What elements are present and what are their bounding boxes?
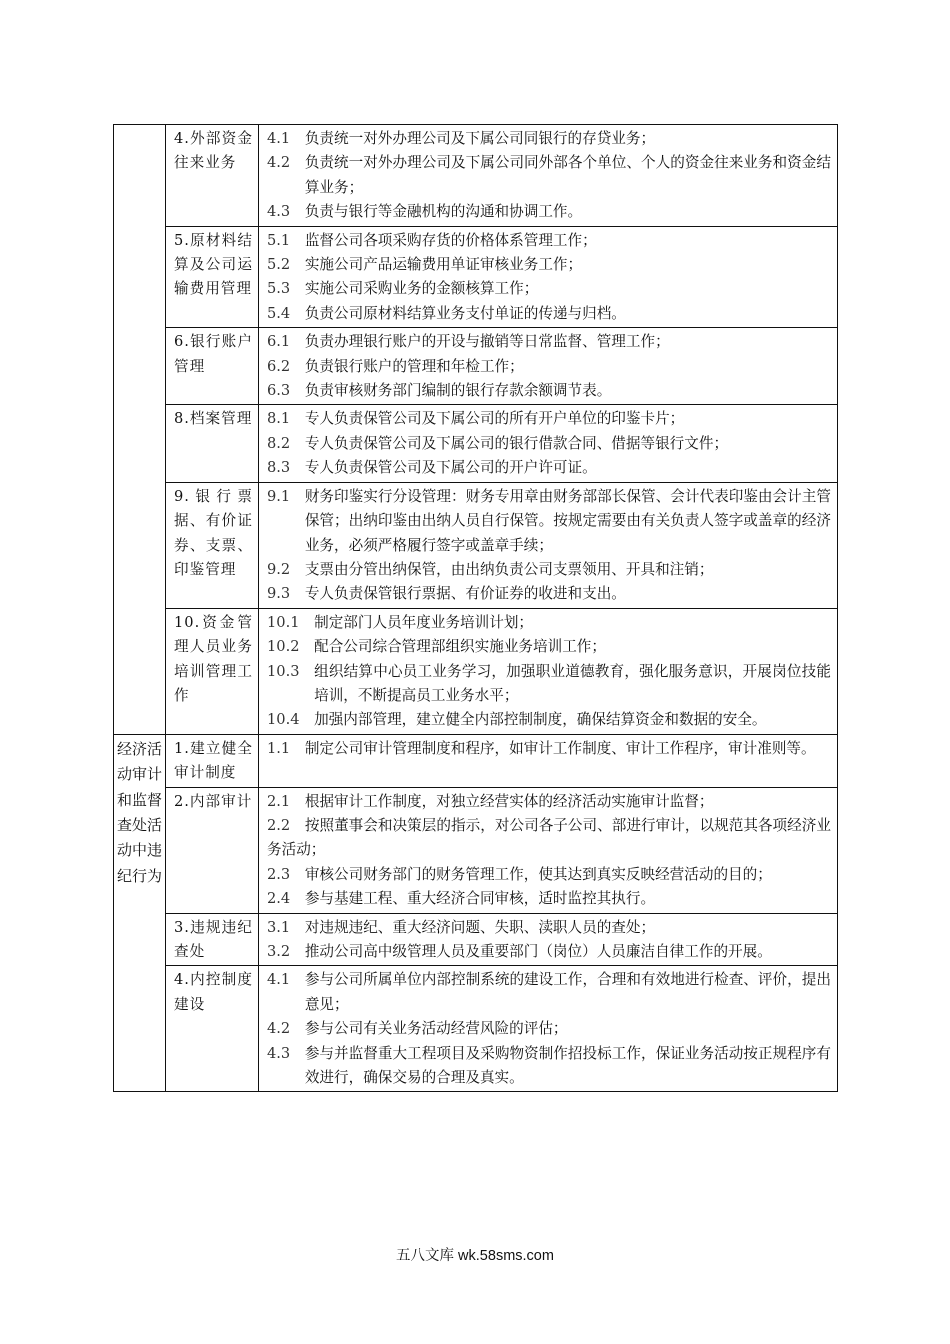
item-text: 负责与银行等金融机构的沟通和协调工作。 [304,203,583,221]
subcategory-cell: 5.原材料结算及公司运输费用管理 [166,226,259,328]
duty-item [267,737,831,761]
duty-item [267,200,831,224]
item-number: 4.1 [267,130,291,147]
item-text: 对违规违纪、重大经济问题、失职、渎职人员的查处； [304,918,656,936]
duty-item [267,887,831,911]
duty-item [267,863,831,887]
duty-item [267,708,831,732]
item-number: 10.4 [267,711,300,729]
item-text: 推动公司高中级管理人员及重要部门（岗位）人员廉洁自律工作的开展。 [304,943,772,960]
duty-item [267,229,831,253]
duty-items-cell [259,405,838,482]
duty-item [267,330,831,354]
duty-item [267,253,831,277]
item-number: 3.1 [267,918,291,936]
subcategory-cell: 10.资金管理人员业务培训管理工作 [166,608,259,734]
subcategory-cell: 2.内部审计 [166,787,259,913]
item-number: 2.4 [267,890,291,908]
duty-items-cell [259,125,838,227]
duty-item [267,790,831,814]
duty-items-cell [259,913,838,966]
item-number: 10.2 [267,638,300,656]
item-text: 支票由分管出纳保管，由出纳负责公司支票领用、开具和注销； [304,560,714,578]
duty-item [267,485,831,558]
subcategory-cell: 9.银行票据、有价证券、支票、印鉴管理 [166,482,259,608]
item-text: 负责统一对外办理公司及下属公司同外部各个单位、个人的资金往来业务和资金结算业务； [304,154,831,196]
item-number: 8.1 [267,410,291,428]
item-number: 6.3 [267,382,291,400]
table-row [114,787,838,913]
table-row [114,734,838,787]
duty-item [267,635,831,659]
duty-item [267,611,831,635]
item-number: 10.3 [267,662,300,680]
duty-table [113,124,838,1092]
item-number: 9.1 [267,487,291,505]
duty-item [267,558,831,582]
duty-item [267,432,831,456]
item-text: 加强内部管理，建立健全内部控制制度，确保结算资金和数据的安全。 [314,711,767,729]
item-text: 负责统一对外办理公司及下属公司同银行的存贷业务； [304,130,656,147]
item-number: 4.3 [267,1044,291,1062]
duty-items-cell [259,734,838,787]
item-number: 5.1 [267,231,291,249]
item-text: 负责办理银行账户的开设与撤销等日常监督、管理工作； [304,333,670,351]
item-text: 参与并监督重大工程项目及采购物资制作招投标工作，保证业务活动按正规程序有效进行，确保交易的合理及真实。 [304,1044,831,1087]
item-number: 1.1 [267,739,291,757]
item-text: 制定公司审计管理制度和程序，如审计工作制度、审计工作程序，审计准则等。 [304,739,816,757]
item-number: 5.4 [267,304,291,322]
item-text: 专人负责保管公司及下属公司的所有开户单位的印鉴卡片； [304,410,685,428]
item-number: 4.2 [267,154,291,172]
duty-item [267,407,831,431]
item-text: 实施公司产品运输费用单证审核业务工作； [304,256,583,274]
table-row [114,328,838,405]
item-text: 财务印鉴实行分设管理：财务专用章由财务部部长保管、会计代表印鉴由会计主管保管；出纳印鉴由出纳人员自行保管。按规定需要由有关负责人签字或盖章的经济业务，必须严格履行签字或盖章手续； [304,487,831,554]
item-text: 专人负责保管银行票据、有价证券的收进和支出。 [304,585,626,603]
item-text: 专人负责保管公司及下属公司的银行借款合同、借据等银行文件； [304,434,729,452]
item-text: 负责公司原材料结算业务支付单证的传递与归档。 [304,304,626,322]
item-number: 6.1 [267,333,291,351]
category-cell: 经济活动审计和监督查处活动中违纪行为 [114,734,166,1092]
item-text: 根据审计工作制度，对独立经营实体的经济活动实施审计监督； [304,792,714,810]
item-number: 9.2 [267,560,291,578]
duty-item [267,968,831,1017]
table-row [114,966,838,1092]
duty-item [267,1042,831,1091]
duty-item [267,302,831,326]
item-number: 8.3 [267,459,291,477]
item-number: 4.1 [267,971,291,989]
item-number: 2.2 [267,816,291,834]
duty-items-cell [259,966,838,1092]
duty-item [267,582,831,606]
duty-item [267,127,831,151]
item-number: 6.2 [267,357,291,375]
subcategory-cell: 1.建立健全审计制度 [166,734,259,787]
duty-item [267,660,831,709]
item-text: 制定部门人员年度业务培训计划； [314,613,534,631]
duty-item [267,1017,831,1041]
duty-item [267,277,831,301]
duty-items-cell [259,328,838,405]
item-text: 监督公司各项采购存货的价格体系管理工作； [304,231,597,249]
table-row [114,608,838,734]
table-row [114,405,838,482]
item-text: 参与基建工程、重大经济合同审核，适时监控其执行。 [304,890,656,908]
item-number: 3.2 [267,943,291,960]
duty-item [267,355,831,379]
subcategory-cell: 4.外部资金往来业务 [166,125,259,227]
table-row [114,226,838,328]
item-number: 10.1 [267,613,300,631]
duty-item [267,814,831,863]
subcategory-cell: 8.档案管理 [166,405,259,482]
item-text: 审核公司财务部门的财务管理工作，使其达到真实反映经营活动的目的； [304,865,772,883]
item-number: 2.3 [267,865,291,883]
subcategory-cell: 6.银行账户管理 [166,328,259,405]
item-text: 负责银行账户的管理和年检工作； [304,357,524,375]
duty-items-cell [259,787,838,913]
duty-item [267,940,831,964]
item-text: 配合公司综合管理部组织实施业务培训工作； [314,638,606,656]
duty-items-cell [259,482,838,608]
item-number: 5.3 [267,280,291,298]
duty-item [267,151,831,200]
item-number: 5.2 [267,256,291,274]
item-text: 负责审核财务部门编制的银行存款余额调节表。 [304,382,612,400]
item-number: 9.3 [267,585,291,603]
duty-item [267,916,831,940]
item-text: 按照董事会和决策层的指示，对公司各子公司、部进行审计，以规范其各项经济业务活动； [267,816,831,859]
duty-items-cell [259,226,838,328]
table-row [114,482,838,608]
item-text: 参与公司所属单位内部控制系统的建设工作，合理和有效地进行检查、评价，提出意见； [304,971,831,1013]
item-text: 实施公司采购业务的金额核算工作； [304,280,539,298]
table-row [114,125,838,227]
table-row [114,913,838,966]
item-text: 组织结算中心员工业务学习，加强职业道德教育，强化服务意识，开展岗位技能培训，不断提高员工业务水平； [314,662,831,704]
subcategory-cell: 3.违规违纪查处 [166,913,259,966]
item-text: 参与公司有关业务活动经营风险的评估； [304,1020,568,1038]
item-text: 专人负责保管公司及下属公司的开户许可证。 [304,459,597,477]
item-number: 4.3 [267,203,291,221]
subcategory-cell: 4.内控制度建设 [166,966,259,1092]
item-number: 8.2 [267,434,291,452]
footer-watermark: 五八文库 wk.58sms.com [396,1248,554,1264]
item-number: 2.1 [267,792,291,810]
duty-items-cell [259,608,838,734]
item-number: 4.2 [267,1020,291,1038]
duty-item [267,456,831,480]
duty-item [267,379,831,403]
category-cell [114,125,166,735]
